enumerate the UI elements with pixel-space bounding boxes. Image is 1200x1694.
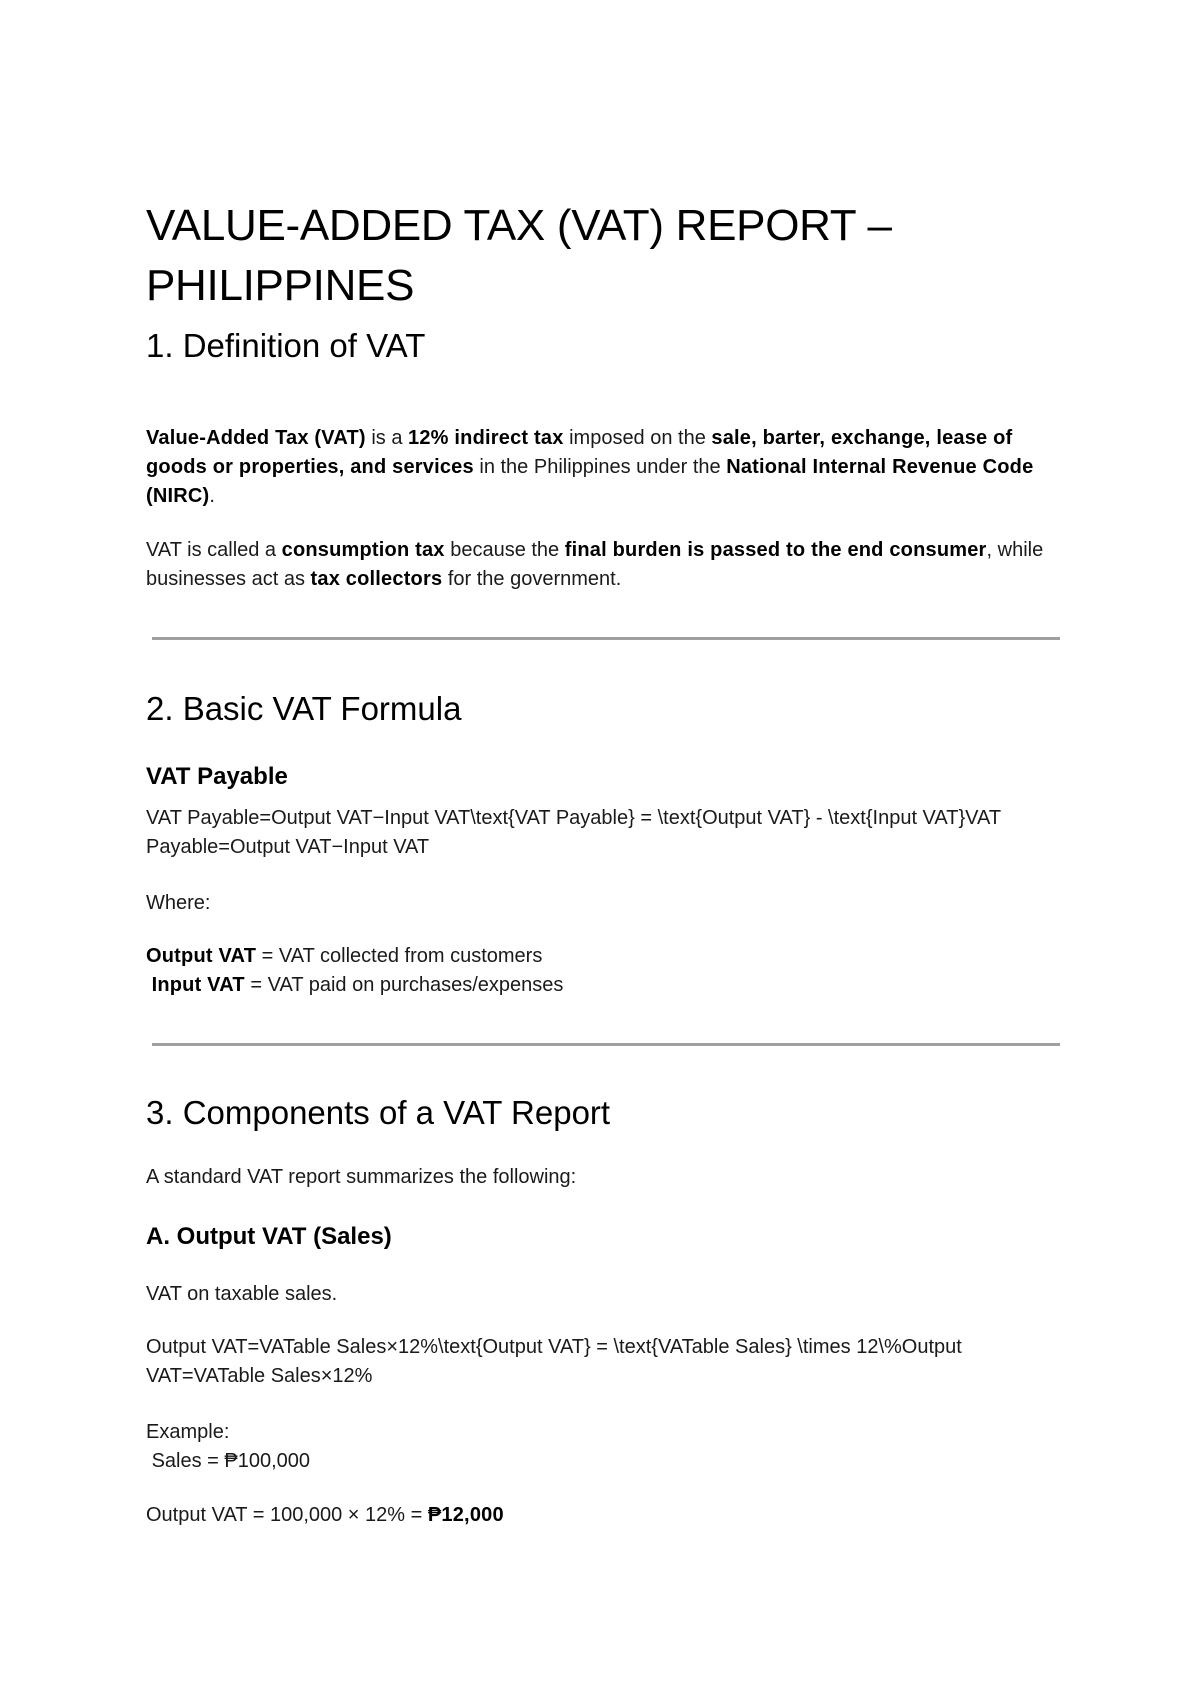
example-result: ₱12,000: [427, 1504, 504, 1526]
definitions-list: [146, 942, 1066, 1000]
input-vat-definition: = VAT paid on purchases/expenses: [244, 974, 564, 996]
output-vat-formula: Output VAT=VATable Sales×12%\text{Output VAT} = \text{VATable Sales} \times 12\%Output VAT=VATable Sales×12%: [146, 1336, 962, 1387]
section-divider: [152, 1043, 1060, 1046]
vat-payable-subheading: VAT Payable: [146, 763, 288, 790]
transactions-term: sale, barter, exchange, lease of goods or properties, and services: [146, 427, 1013, 478]
example-calculation: Output VAT = 100,000 × 12% = ₱12,000: [146, 1504, 504, 1526]
nirc-term: National Internal Revenue Code (NIRC): [146, 456, 1034, 507]
document-title: VALUE-ADDED TAX (VAT) REPORT – PHILIPPINES: [146, 201, 892, 310]
section-divider: [152, 637, 1060, 640]
example-label: Example:: [146, 1421, 230, 1443]
consumption-tax-term: consumption tax: [281, 539, 445, 561]
tax-collectors-term: tax collectors: [310, 568, 443, 590]
example-sales: Sales = ₱100,000: [151, 1450, 311, 1472]
section-1-heading: 1. Definition of VAT: [146, 327, 426, 364]
output-vat-description: VAT on taxable sales.: [146, 1283, 338, 1305]
example-block: [146, 1418, 1066, 1476]
output-vat-label: Output VAT: [146, 945, 257, 967]
indirect-tax-term: 12% indirect tax: [408, 427, 564, 449]
final-burden-term: final burden is passed to the end consumer: [564, 539, 987, 561]
section-2-heading: 2. Basic VAT Formula: [146, 690, 462, 727]
output-vat-definition: = VAT collected from customers: [256, 945, 543, 967]
vat-payable-formula: VAT Payable=Output VAT−Input VAT\text{VAT Payable} = \text{Output VAT} - \text{Input VAT}VAT Payable=Output VAT−Input VAT: [146, 807, 1001, 858]
consumption-tax-paragraph: VAT is called a consumption tax because the final burden is passed to the end consumer, while businesses act as tax collectors for the government.: [146, 539, 1044, 590]
section-3-heading: 3. Components of a VAT Report: [146, 1094, 611, 1131]
components-intro: A standard VAT report summarizes the following:: [146, 1166, 577, 1188]
output-vat-subheading: A. Output VAT (Sales): [146, 1223, 392, 1250]
where-label: Where:: [146, 892, 211, 914]
input-vat-label: Input VAT: [151, 974, 245, 996]
vat-term: Value-Added Tax (VAT): [146, 427, 366, 449]
vat-definition-paragraph: Value-Added Tax (VAT) is a 12% indirect tax imposed on the sale, barter, exchange, lease of goods or properties, and services in the Philippines under the National Internal Revenue Code (NIRC).: [146, 427, 1034, 507]
